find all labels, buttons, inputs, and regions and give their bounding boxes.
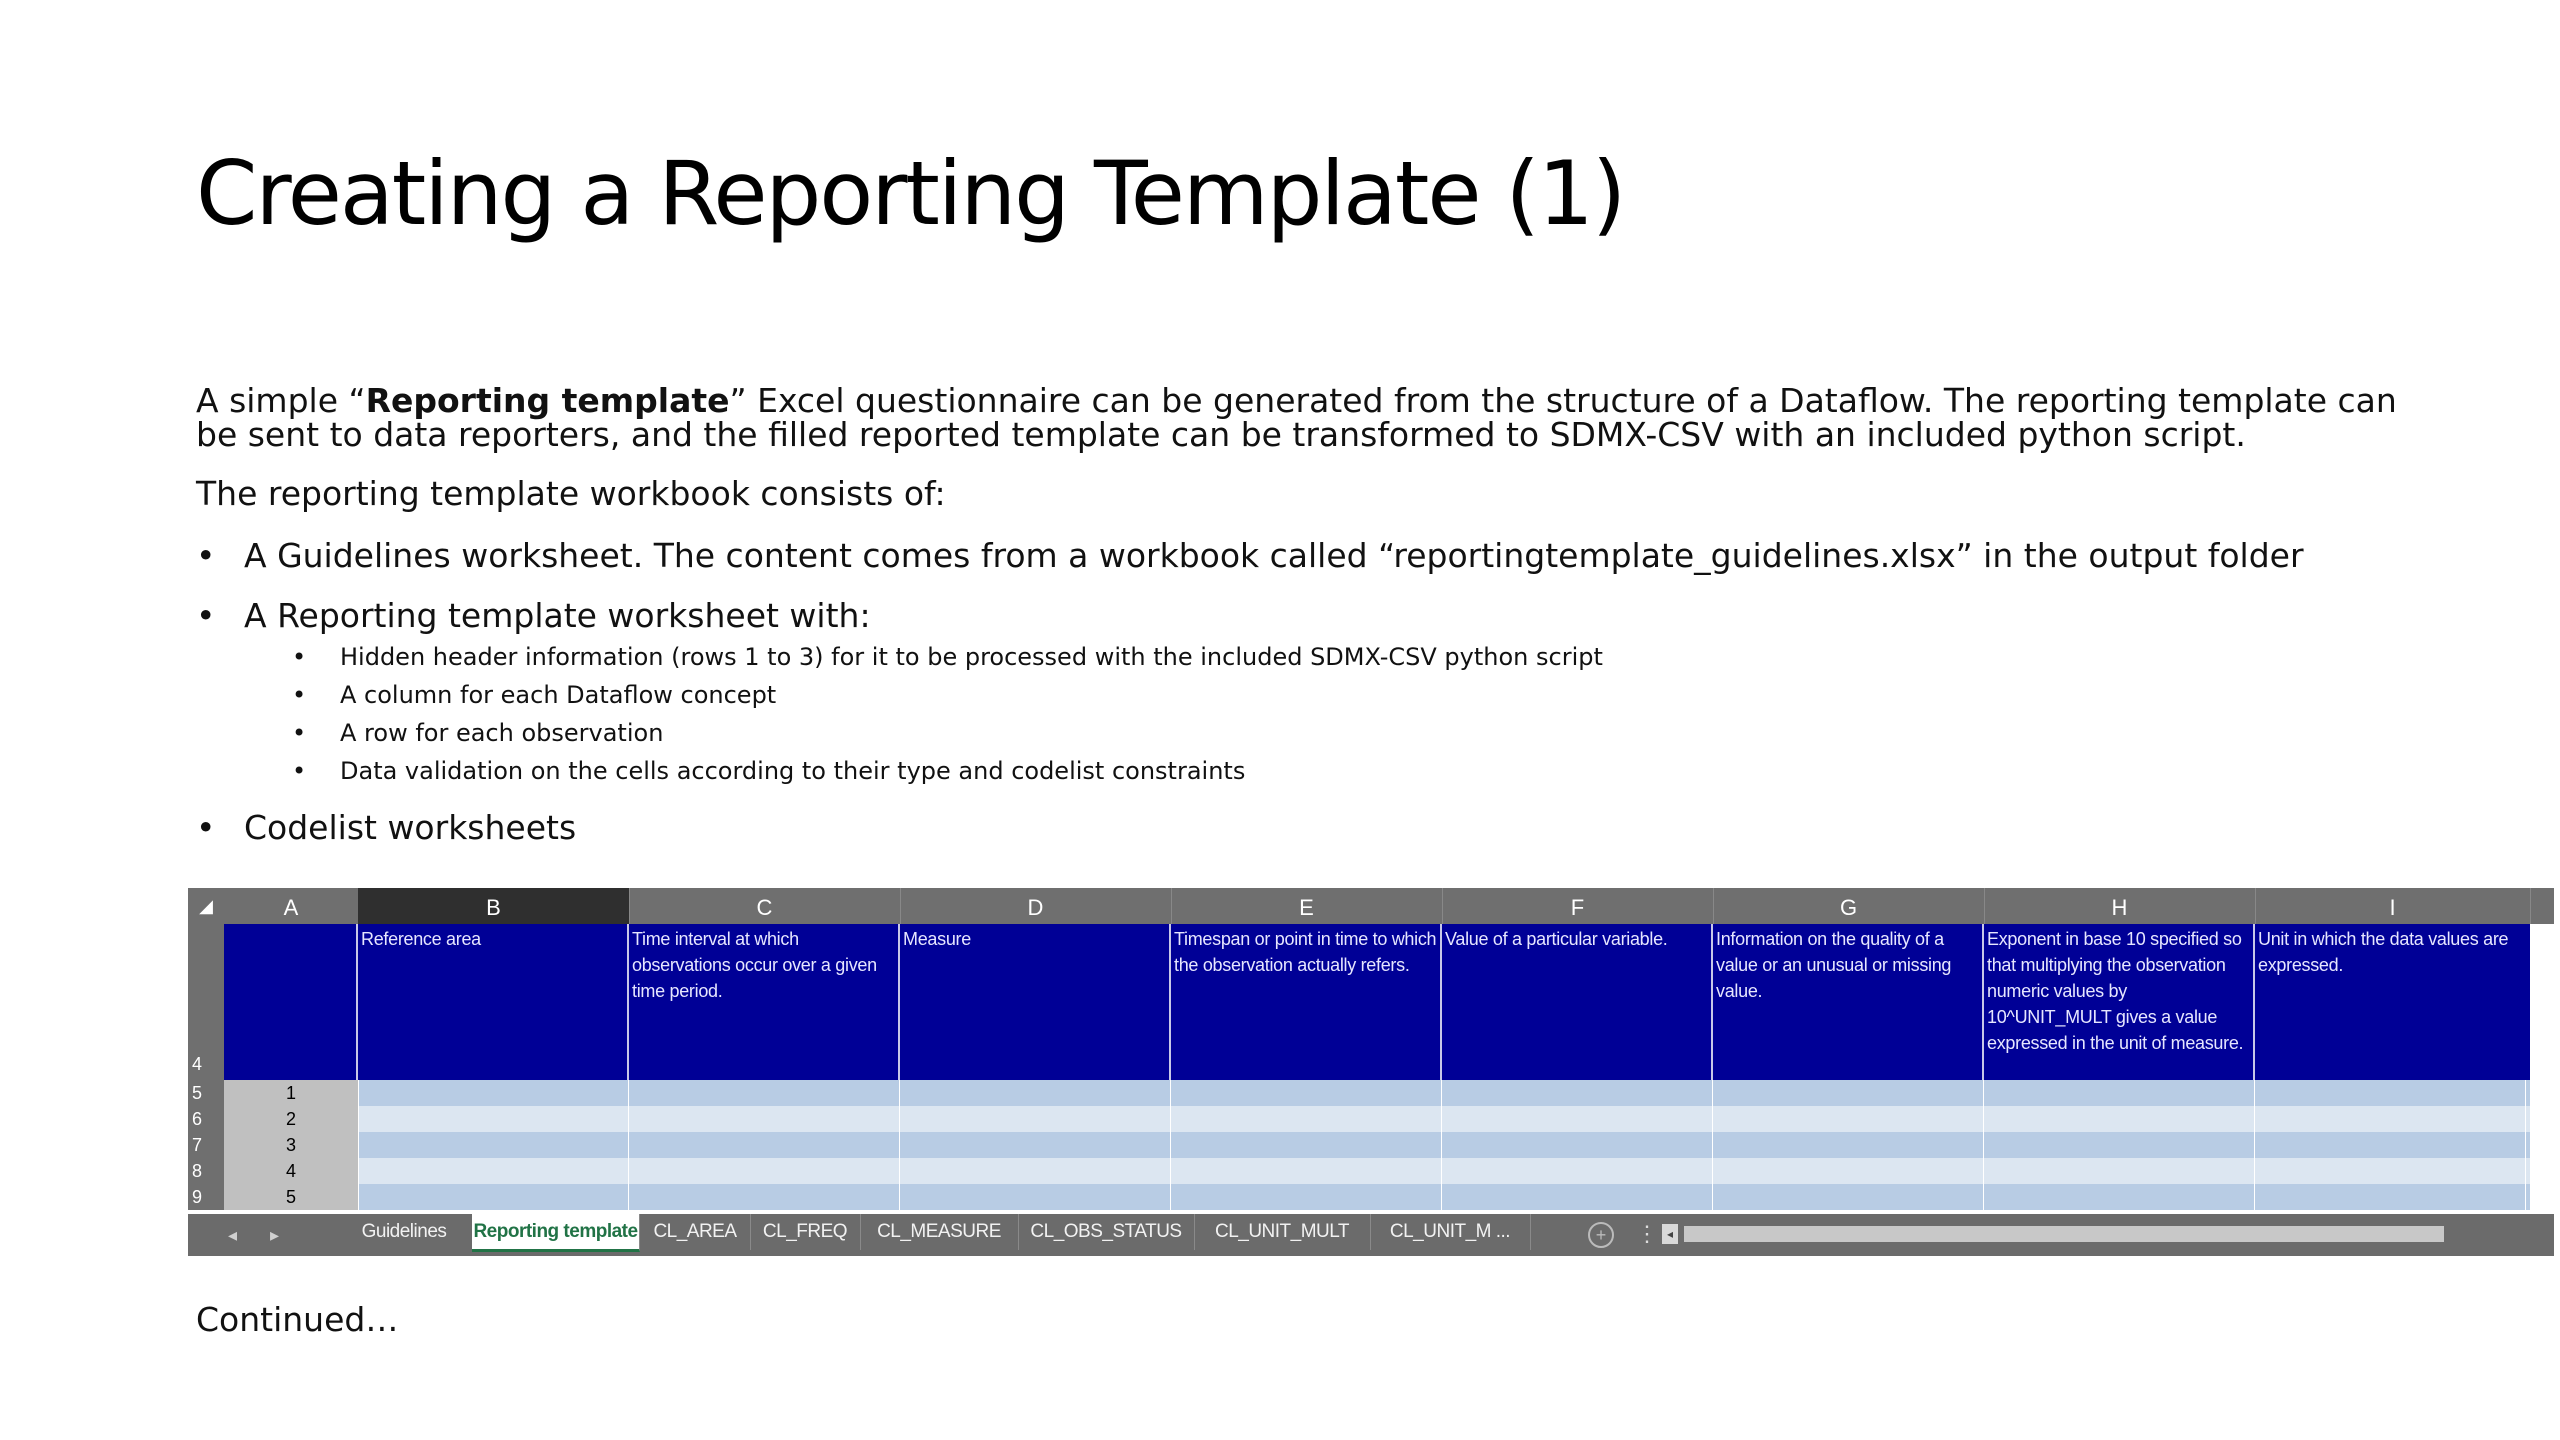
table-row <box>188 1132 2530 1158</box>
bullet-reporting-text: A Reporting template worksheet with: <box>244 596 871 635</box>
header-cell-a[interactable] <box>224 924 358 1080</box>
select-all-corner[interactable]: ◢ <box>199 896 213 916</box>
cell-divider <box>2254 1080 2255 1106</box>
cell-divider <box>1983 1106 1984 1132</box>
cell-divider <box>1712 1184 1713 1210</box>
cell-divider <box>628 1184 629 1210</box>
header-cell-b[interactable]: Reference area <box>358 924 629 1080</box>
sheet-tab[interactable]: CL_UNIT_MULT <box>1194 1214 1371 1250</box>
horizontal-scrollbar[interactable] <box>1684 1226 2444 1242</box>
sheet-tab[interactable]: CL_AREA <box>640 1214 751 1250</box>
cell-divider <box>899 1080 900 1106</box>
cell-divider <box>1170 1080 1171 1106</box>
cell-divider <box>628 1158 629 1184</box>
row-number[interactable]: 7 <box>188 1132 224 1158</box>
table-row <box>188 1106 2530 1132</box>
index-cell[interactable]: 3 <box>224 1132 359 1158</box>
cell-divider <box>628 1132 629 1158</box>
intro-paragraph <box>196 381 2426 454</box>
cell-divider <box>1983 1158 1984 1184</box>
cell-divider <box>2254 1132 2255 1158</box>
index-cell[interactable]: 2 <box>224 1106 359 1132</box>
sub-bullet-item: • A column for each Dataflow concept <box>340 676 2426 714</box>
header-cell-h[interactable]: Exponent in base 10 specified so that multiplying the observation numeric values by 10^UNIT_MULT gives a value expressed in the unit of measure. <box>1984 924 2255 1080</box>
cell-divider <box>1712 1158 1713 1184</box>
row-number[interactable]: 6 <box>188 1106 224 1132</box>
cell-divider <box>1441 1158 1442 1184</box>
cell-divider <box>1170 1132 1171 1158</box>
cell-divider <box>1712 1132 1713 1158</box>
cell-divider <box>899 1132 900 1158</box>
sub-bullet-item: • Data validation on the cells according to their type and codelist constraints <box>340 752 2426 790</box>
cell-divider <box>899 1106 900 1132</box>
cell-divider <box>1170 1106 1171 1132</box>
table-row <box>188 1080 2530 1106</box>
row-number[interactable]: 9 <box>188 1184 224 1210</box>
cell-divider <box>1983 1080 1984 1106</box>
sheet-tab[interactable]: CL_FREQ <box>750 1214 861 1250</box>
cell-divider <box>628 1080 629 1106</box>
column-header-g[interactable]: G <box>1713 888 1985 924</box>
continued-note: Continued… <box>196 1300 399 1339</box>
column-header-d[interactable]: D <box>900 888 1172 924</box>
tab-scroll-next-icon[interactable]: ▸ <box>270 1225 280 1245</box>
table-row <box>188 1184 2530 1210</box>
intro-text-rest: ” Excel questionnaire can be generated from the structure of a Dataflow. The reporting template can be sent to data reporters, and the filled reported template can be transformed to SDMX-CSV with an included python script. <box>196 381 2397 454</box>
sub-bullet-item: • A row for each observation <box>340 714 2426 752</box>
header-cells-row <box>188 924 2530 1080</box>
cell-divider <box>1441 1080 1442 1106</box>
cell-divider <box>2525 1184 2526 1210</box>
cell-divider <box>1441 1184 1442 1210</box>
add-sheet-icon[interactable]: + <box>1588 1222 1614 1248</box>
cell-divider <box>2525 1132 2526 1158</box>
cell-divider <box>2254 1158 2255 1184</box>
sheet-tab-bar <box>188 1214 2554 1256</box>
tab-scroll-prev-icon[interactable]: ◂ <box>228 1225 238 1245</box>
slide-title: Creating a Reporting Template (1) <box>196 142 1625 245</box>
cell-divider <box>1170 1158 1171 1184</box>
sub-bullet-item: • Hidden header information (rows 1 to 3) for it to be processed with the included SDMX-CSV python script <box>340 638 2426 676</box>
sheet-tab[interactable]: CL_OBS_STATUS <box>1018 1214 1195 1250</box>
row-number[interactable]: 5 <box>188 1080 224 1106</box>
cell-divider <box>1712 1106 1713 1132</box>
row-number[interactable]: 4 <box>188 924 224 1080</box>
intro-bold-term: Reporting template <box>365 381 730 420</box>
intro-text-start: A simple “ <box>196 381 366 420</box>
row-number[interactable]: 8 <box>188 1158 224 1184</box>
workbook-intro: The reporting template workbook consists of: <box>196 474 946 513</box>
cell-divider <box>1441 1132 1442 1158</box>
header-cell-d[interactable]: Measure <box>900 924 1171 1080</box>
sub-bullet-list <box>244 638 2426 790</box>
more-options-icon[interactable]: ⋮ <box>1636 1221 1658 1246</box>
cell-divider <box>2525 1106 2526 1132</box>
bullet-list <box>196 534 2426 850</box>
table-row <box>188 1158 2530 1184</box>
cell-divider <box>1441 1106 1442 1132</box>
column-header-f[interactable]: F <box>1442 888 1714 924</box>
sheet-tab[interactable]: Guidelines <box>336 1214 473 1250</box>
header-cell-i[interactable]: Unit in which the data values are expressed. <box>2258 929 2509 975</box>
column-header-c[interactable]: C <box>629 888 901 924</box>
column-header-b[interactable]: B <box>358 888 630 927</box>
cell-divider <box>1983 1132 1984 1158</box>
column-header-e[interactable]: E <box>1171 888 1443 924</box>
bullet-guidelines-text: A Guidelines worksheet. The content comes from a workbook called “reportingtemplate_guidelines.xlsx” in the output folder <box>244 536 2304 575</box>
index-cell[interactable]: 5 <box>224 1184 359 1210</box>
sheet-tab[interactable]: CL_UNIT_M ... <box>1370 1214 1531 1250</box>
index-cell[interactable]: 1 <box>224 1080 359 1106</box>
cell-divider <box>1983 1184 1984 1210</box>
cell-divider <box>2525 1080 2526 1106</box>
cell-divider <box>899 1184 900 1210</box>
slide-body <box>196 381 2426 866</box>
header-cell-f[interactable]: Value of a particular variable. <box>1442 924 1713 1080</box>
bullet-guidelines <box>196 534 2426 578</box>
cell-divider <box>2254 1184 2255 1210</box>
cell-divider <box>1170 1184 1171 1210</box>
cell-divider <box>1712 1080 1713 1106</box>
column-header-row <box>188 888 2554 924</box>
cell-divider <box>2254 1106 2255 1132</box>
hscroll-left-icon[interactable]: ◂ <box>1662 1224 1678 1244</box>
column-header-h[interactable]: H <box>1984 888 2256 924</box>
header-cell-c[interactable]: Time interval at which observations occur over a given time period. <box>629 924 900 1080</box>
bullet-codelists <box>196 806 2426 850</box>
cell-divider <box>628 1106 629 1132</box>
header-cell-g[interactable]: Information on the quality of a value or an unusual or missing value. <box>1713 924 1984 1080</box>
cell-divider <box>2525 1158 2526 1184</box>
bullet-codelists-text: Codelist worksheets <box>244 808 577 847</box>
column-header-i[interactable]: I <box>2255 888 2531 924</box>
spreadsheet-screenshot <box>188 888 2554 1256</box>
index-cell[interactable]: 4 <box>224 1158 359 1184</box>
column-header-a[interactable]: A <box>224 888 359 924</box>
sheet-tab[interactable]: CL_MEASURE <box>860 1214 1019 1250</box>
cell-divider <box>899 1158 900 1184</box>
bullet-reporting-template <box>196 594 2426 790</box>
header-cell-e[interactable]: Timespan or point in time to which the observation actually refers. <box>1171 924 1442 1080</box>
sheet-tab[interactable]: Reporting template <box>472 1214 640 1252</box>
